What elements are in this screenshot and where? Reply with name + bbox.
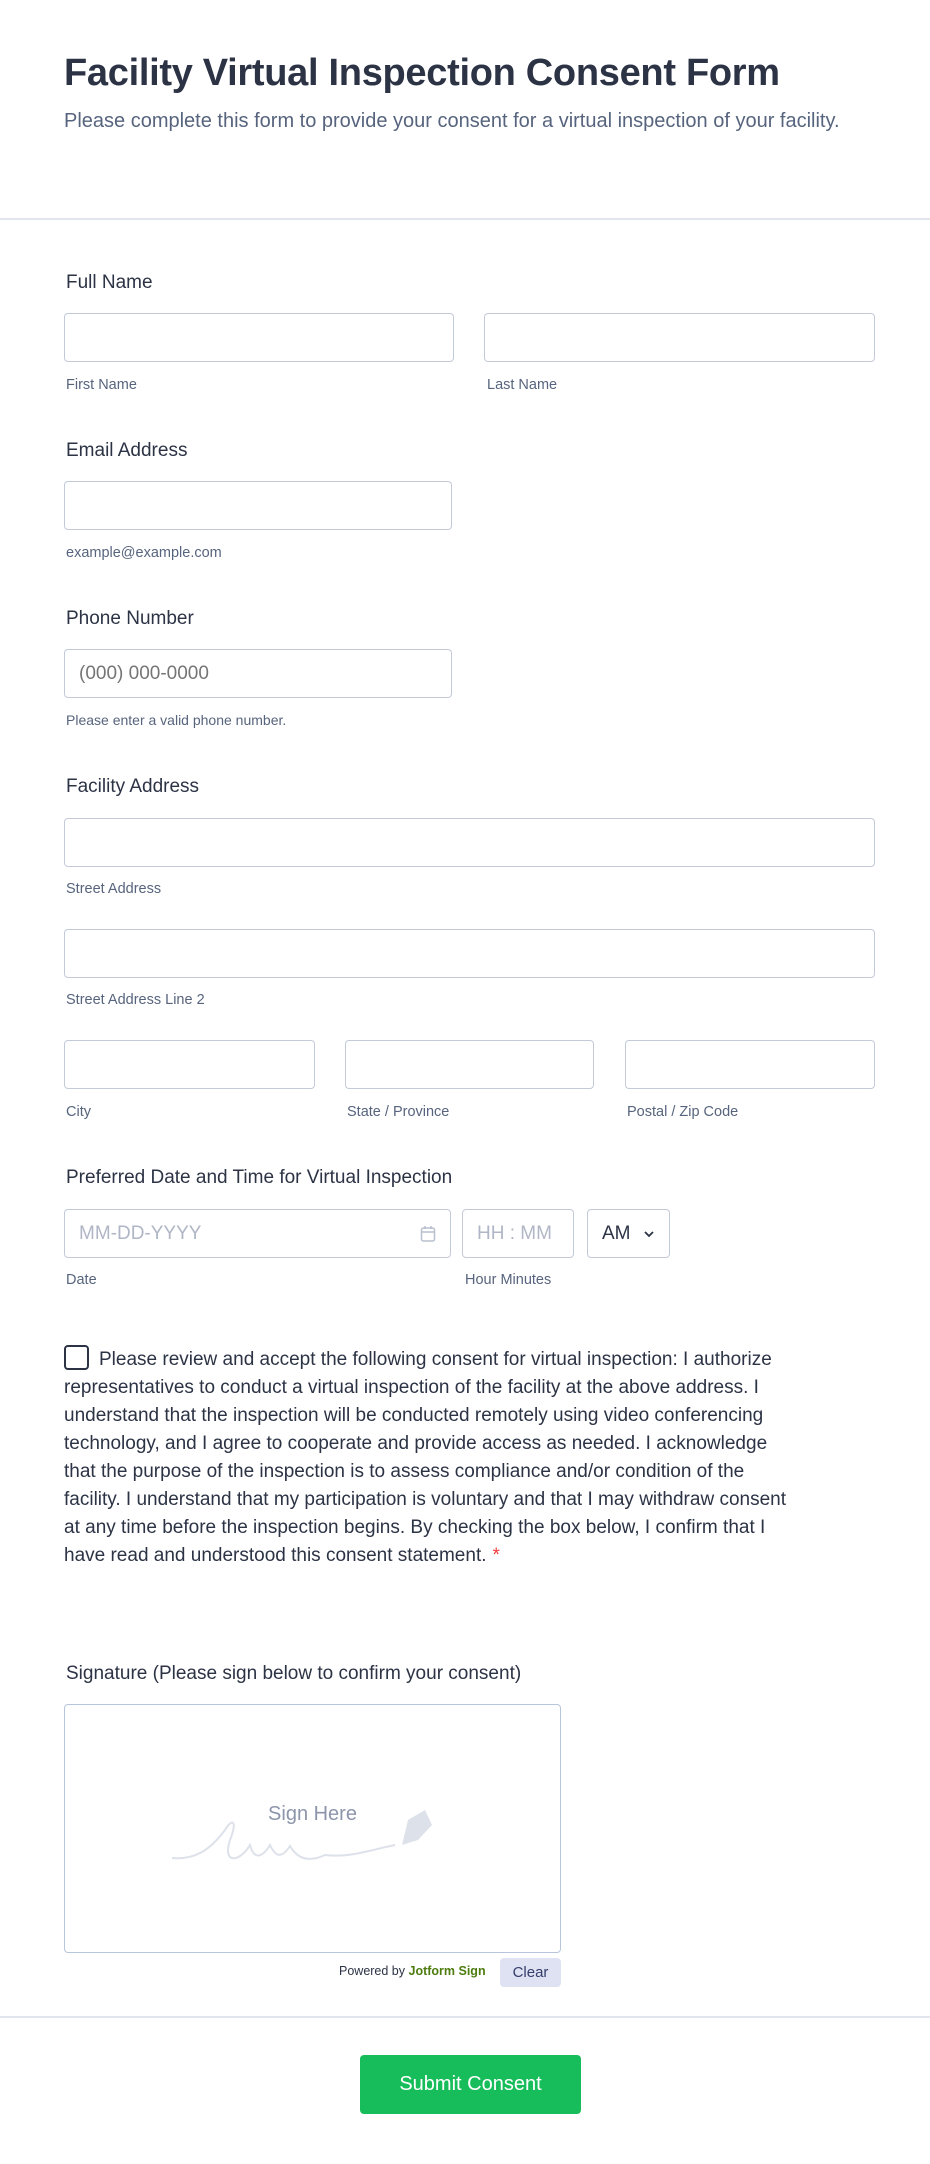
state-sublabel: State / Province [347, 1104, 450, 1120]
ampm-value: AM [602, 1222, 631, 1244]
chevron-down-icon [643, 1230, 655, 1238]
signature-label: Signature (Please sign below to confirm your consent) [66, 1663, 522, 1684]
date-placeholder: MM-DD-YYYY [79, 1222, 202, 1244]
signature-pad[interactable] [64, 1704, 561, 1953]
page-title: Facility Virtual Inspection Consent Form [64, 52, 780, 94]
date-input[interactable] [64, 1209, 451, 1258]
divider [0, 2016, 930, 2018]
street2-input[interactable] [64, 929, 875, 978]
street2-sublabel: Street Address Line 2 [66, 992, 205, 1008]
datetime-label: Preferred Date and Time for Virtual Inspection [66, 1167, 453, 1188]
divider [0, 218, 930, 220]
consent-checkbox-field [64, 1345, 794, 1570]
phone-label: Phone Number [66, 608, 194, 629]
calendar-icon[interactable] [420, 1225, 436, 1243]
last-name-input[interactable] [484, 313, 875, 362]
street-input[interactable] [64, 818, 875, 867]
city-input[interactable] [64, 1040, 315, 1089]
email-input[interactable] [64, 481, 452, 530]
zip-input[interactable] [625, 1040, 875, 1089]
time-sublabel: Hour Minutes [465, 1272, 552, 1288]
city-sublabel: City [66, 1104, 91, 1120]
last-name-sublabel: Last Name [487, 377, 558, 393]
page-subtitle: Please complete this form to provide your consent for a virtual inspection of your facility. [64, 110, 840, 132]
email-label: Email Address [66, 440, 188, 461]
first-name-input[interactable] [64, 313, 454, 362]
first-name-sublabel: First Name [66, 377, 137, 393]
time-input[interactable] [462, 1209, 574, 1258]
sign-here-placeholder: Sign Here [268, 1803, 357, 1825]
consent-checkbox[interactable] [64, 1345, 89, 1370]
consent-text: Please review and accept the following consent for virtual inspection: I authorize representatives to conduct a virtual inspection of the facility at the above address. I understand that the inspection will be conducted remotely using video conferencing technology, and I agree to cooperate and provide access as needed. I acknowledge that the purpose of the inspection is to assess compliance and/or condition of the facility. I understand that my participation is voluntary and that I may withdraw consent at any time before the inspection begins. By checking the box below, I confirm that I have read and understood this consent statement. [64, 1349, 786, 1566]
submit-button[interactable]: Submit Consent [360, 2055, 581, 2114]
powered-by-text: Powered by [339, 1964, 406, 1978]
powered-by [339, 1964, 486, 1978]
zip-sublabel: Postal / Zip Code [627, 1104, 739, 1120]
ampm-select[interactable] [587, 1209, 670, 1258]
date-sublabel: Date [66, 1272, 97, 1288]
required-marker: * [492, 1545, 500, 1566]
full-name-label: Full Name [66, 272, 153, 293]
phone-hint: Please enter a valid phone number. [66, 712, 287, 728]
time-placeholder: HH : MM [477, 1222, 552, 1244]
address-label: Facility Address [66, 776, 200, 797]
state-input[interactable] [345, 1040, 594, 1089]
street-sublabel: Street Address [66, 881, 162, 897]
phone-input[interactable] [64, 649, 452, 698]
clear-signature-button[interactable]: Clear [500, 1958, 561, 1987]
email-hint: example@example.com [66, 545, 222, 561]
signature-scribble-icon [170, 1800, 460, 1870]
jotform-sign-link[interactable]: Jotform Sign [408, 1964, 486, 1978]
